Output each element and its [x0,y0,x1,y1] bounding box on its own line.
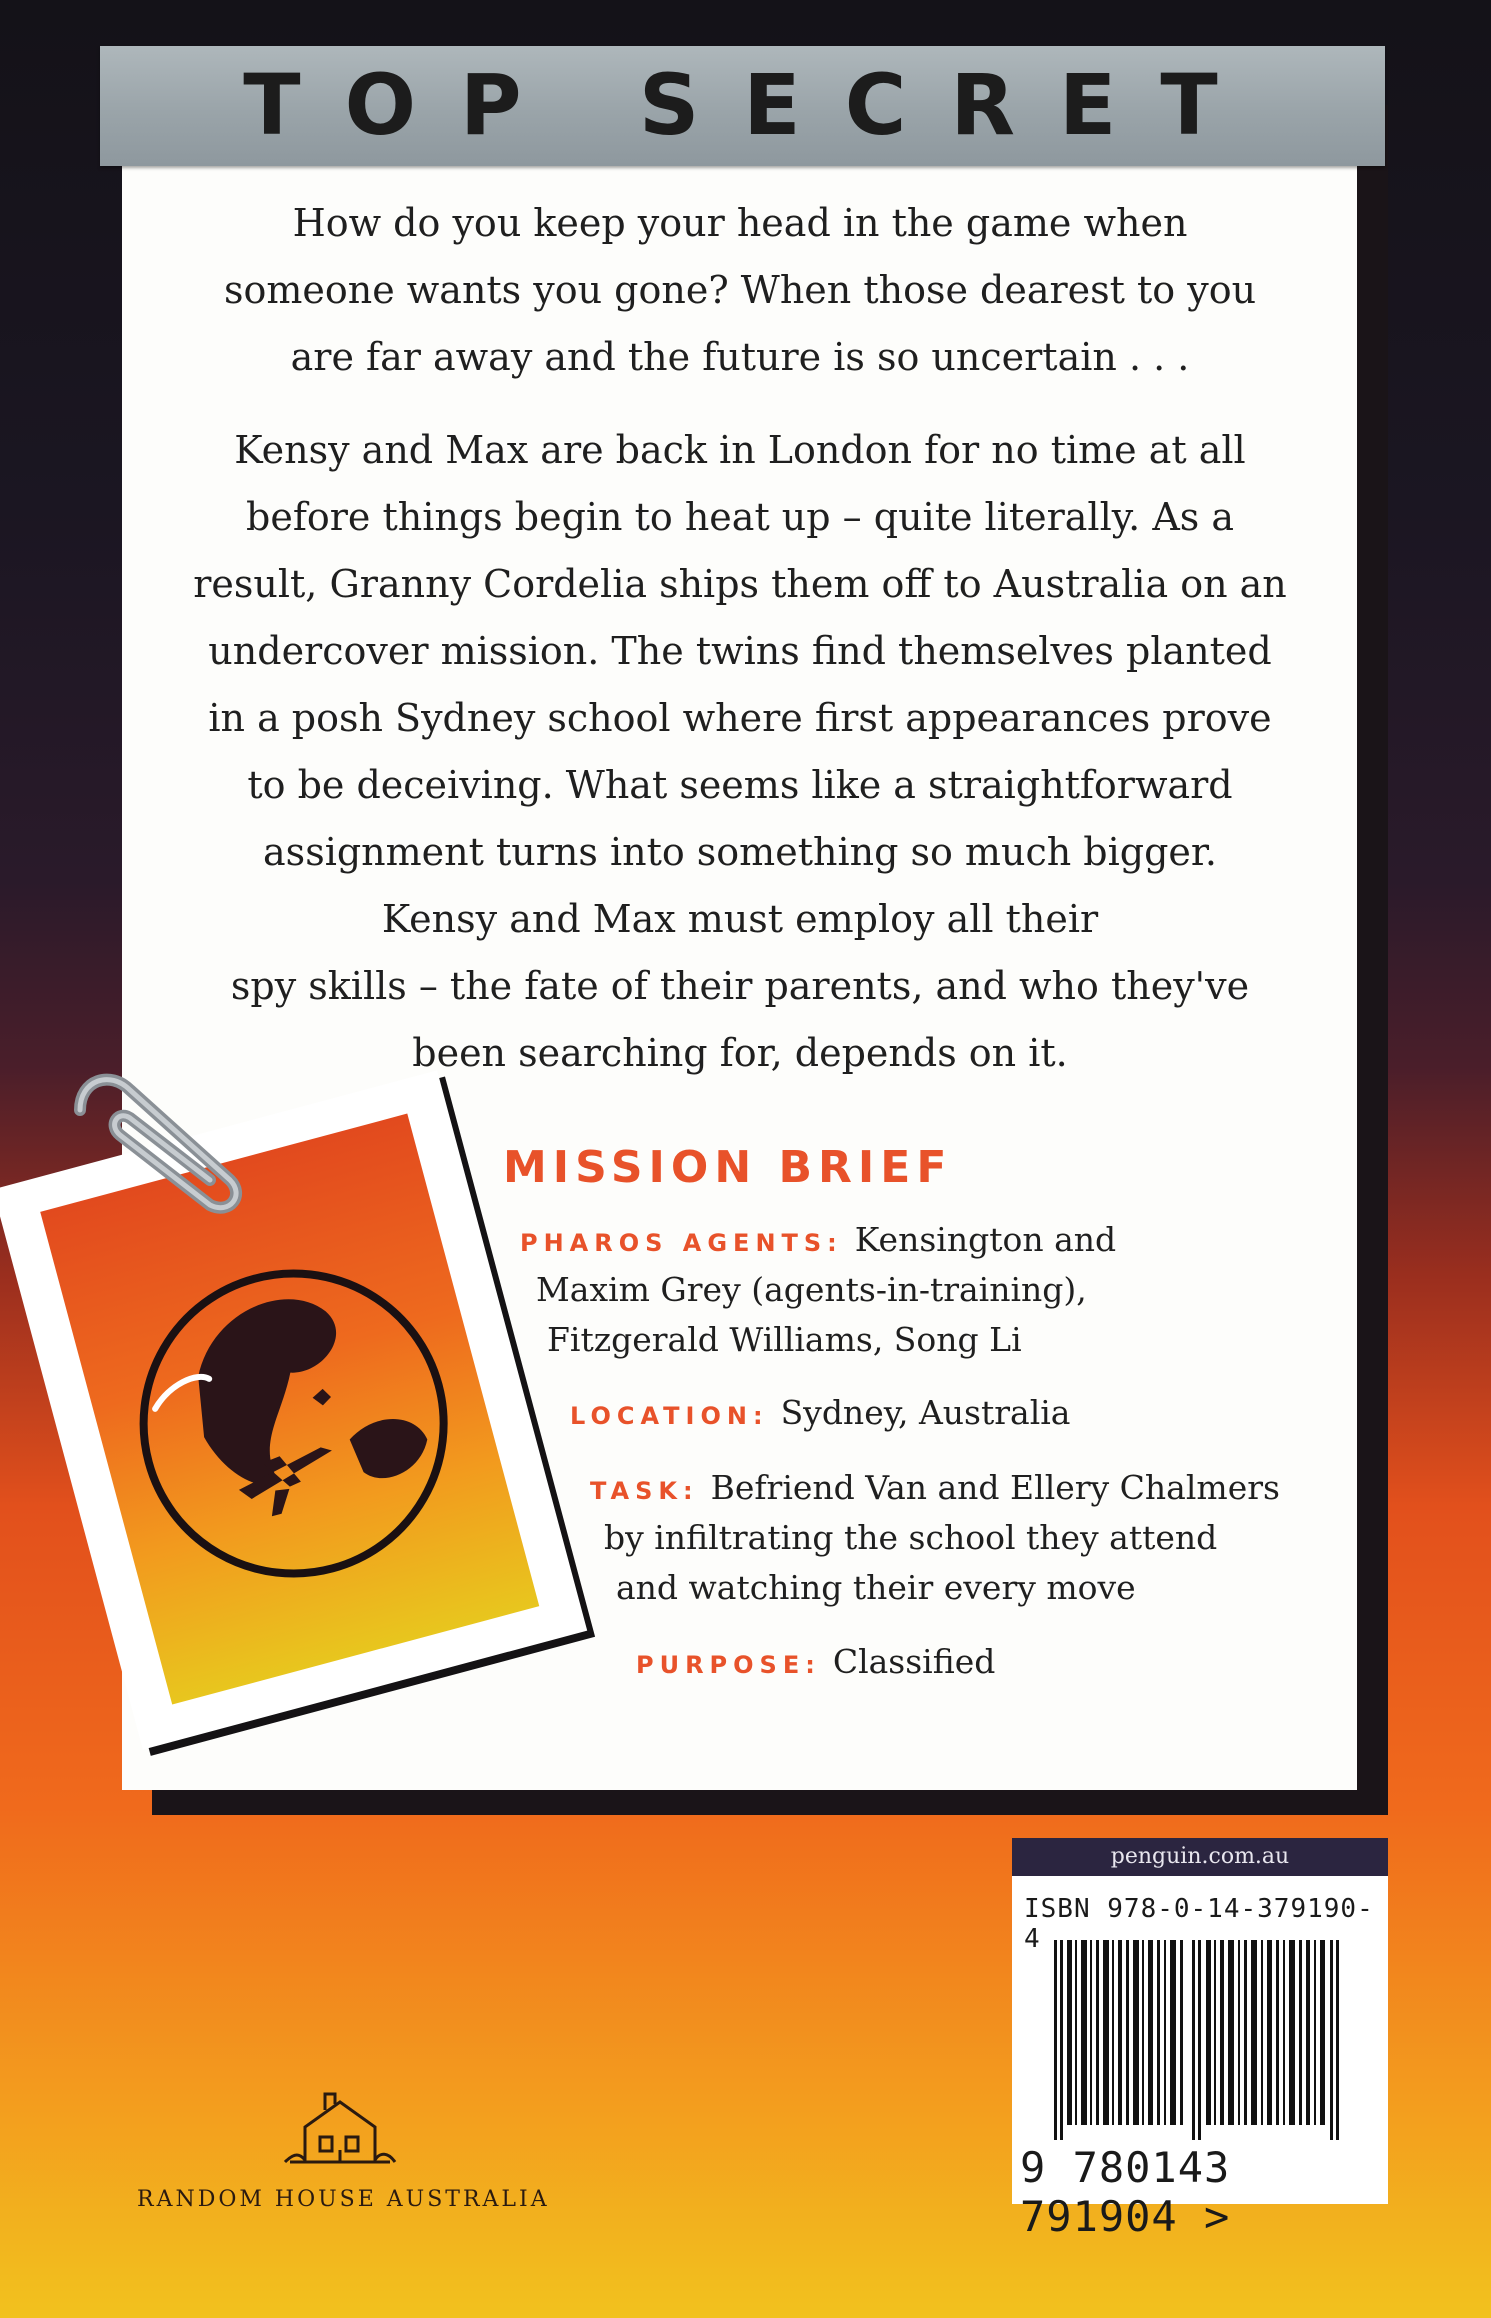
top-secret-label: TOP SECRET [243,56,1262,154]
blurb-line: Kensy and Max are back in London for no time at all [234,428,1246,472]
blurb-line: been searching for, depends on it. [412,1031,1068,1075]
agents-row [520,1215,1116,1268]
blurb-line: before things begin to heat up – quite literally. As a [246,495,1234,539]
publisher-name: RANDOM HOUSE AUSTRALIA [137,2187,550,2212]
task-value: Befriend Van and Ellery Chalmers [710,1468,1280,1507]
blurb-text [170,190,1310,1113]
agents-value: Kensington and [854,1220,1117,1259]
agents-line-2: Maxim Grey (agents-in-training), [536,1270,1087,1309]
task-key: TASK: [590,1477,699,1505]
purpose-row [636,1637,995,1690]
blurb-line: result, Granny Cordelia ships them off to Australia on an [193,562,1287,606]
agents-line-3: Fitzgerald Williams, Song Li [547,1320,1022,1359]
blurb-line: undercover mission. The twins find themselves planted [208,629,1272,673]
blurb-line: spy skills – the fate of their parents, and who they've [230,964,1250,1008]
blurb-line: How do you keep your head in the game when [292,201,1188,245]
mission-brief-title: MISSION BRIEF [503,1142,953,1193]
barcode-box [1012,1838,1388,2241]
blurb-line: in a posh Sydney school where first appearances prove [208,696,1272,740]
barcode-digits: 9 780143 791904 > [1020,2143,1231,2241]
barcode-icon [1054,1940,1354,2140]
location-value: Sydney, Australia [780,1393,1071,1432]
blurb-line: are far away and the future is so uncertain . . . [290,335,1190,379]
top-secret-tape [100,46,1385,166]
blurb-line: to be deceiving. What seems like a straightforward [247,763,1233,807]
location-key: LOCATION: [570,1402,769,1430]
blurb-line: assignment turns into something so much bigger. [263,830,1217,874]
house-logo-icon [280,2082,400,2172]
blurb-paragraph-2 [170,417,1310,1087]
task-line-2: by infiltrating the school they attend [604,1518,1218,1557]
purpose-value: Classified [832,1642,996,1681]
isbn-label: ISBN 978-0-14-379190-4 [1024,1894,1374,1954]
blurb-line: someone wants you gone? When those dearest to you [223,268,1257,312]
task-row [590,1463,1280,1516]
blurb-paragraph-1 [170,190,1310,391]
purpose-key: PURPOSE: [636,1651,821,1679]
location-row [570,1388,1070,1441]
blurb-line: Kensy and Max must employ all their [381,897,1099,941]
agents-key: PHAROS AGENTS: [520,1229,843,1257]
paperclip-icon [60,1050,260,1220]
publisher-url: penguin.com.au [1012,1838,1388,1876]
task-line-3: and watching their every move [616,1568,1136,1607]
